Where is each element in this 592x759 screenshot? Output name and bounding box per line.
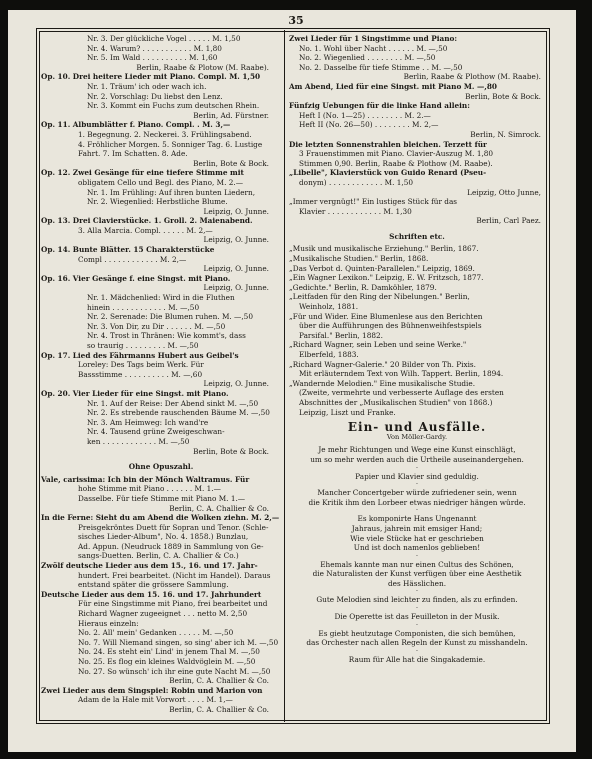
left-line: Nr. 3. Am Heimweg: Ich wand're [87,417,209,427]
left-line: entstand später die grössere Sammlung. [78,580,229,590]
right-column [289,34,545,720]
left-line: Zwölf deutsche Lieder aus dem 15., 16. und 17. Jahr- [41,561,258,571]
left-line: Deutsche Lieder aus dem 15. 16. und 17. Jahrhundert [41,589,262,599]
left-line: hinein . . . . . . . . . . . . M. —,50 [87,302,200,312]
right-line: Parsifal." Berlin, 1882. [299,330,383,340]
right-line: Elberfeld, 1883. [299,350,359,359]
right-line: Weinholz, 1881. [299,302,359,312]
right-line: Leipzig, Otto Junne, [467,187,541,197]
essay-line: Es giebt heutzutage Componisten, die sich bemühen, [318,628,516,638]
right-line: No. 1. Wohl über Nacht . . . . . . M. —,50 [299,43,448,53]
right-line: Zwei Lieder für 1 Singstimme und Piano: [289,34,458,43]
right-line: „Gedichte." Berlin, R. Damköhler, 1879. [289,282,437,292]
left-line: Nr. 2. Wiegenlied: Herbstliche Blume. [87,197,228,207]
essay-line: Und ist doch namenlos geblieben! [353,543,481,553]
left-line: Nr. 3. Der glückliche Vogel . . . . . M. 1,50 [87,34,241,43]
right-line: „Ein Wagner Lexikon." Leipzig, E. W. Fritzsch, 1877. [289,273,484,283]
essay-line: das Orchester nach allen Regeln der Kunst zu misshandeln. [306,638,528,648]
essay-line: die Naturalisten der Kunst verfügen über eine Aesthetik [312,569,522,579]
left-line: No. 25. Es flog ein kleines Waldvöglein M. —,50 [78,657,256,666]
left-line: Zwei Lieder aus dem Singspiel: Robin und Marion von [41,685,263,695]
left-line: Leipzig, O. Junne. [203,379,269,389]
left-line: Op. 12. Zwei Gesänge für eine tiefere Stimme mit [41,168,244,178]
essay-body [289,445,545,664]
right-line: „Immer vergnügt!" Ein lustiges Stück für das [289,197,458,207]
left-line: sangs-Duetten. Berlin, C. A. Challier & Co.) [78,551,239,561]
left-line: 1. Begegnung. 2. Neckerei. 3. Frühlingsabend. [78,129,252,139]
left-line: ken . . . . . . . . . . . . M. —,50 [87,436,190,446]
left-line: Für eine Singstimme mit Piano, frei bearbeitet und [78,599,268,609]
page-number: 35 [288,14,304,27]
left-line: Berlin, C. A. Challier & Co. [169,503,269,513]
essay-line: Die Operette ist das Feuilleton in der Musik. [334,612,500,622]
left-line: Vale, carissima: Ich bin der Mönch Waltramus. Für [41,474,250,484]
left-line: Nr. 1. Im Frühling: Auf ihren bunten Liedern, [87,187,256,197]
ornament-divider: · [415,587,419,596]
left-line: 4. Fröhlicher Morgen. 5. Sonniger Tag. 6. Lustige [78,139,263,149]
left-line: Nr. 2. Vorschlag: Du liebst den Lenz. [87,91,223,101]
left-line: Nr. 1. Mädchenlied: Wird in die Fluthen [87,293,235,303]
left-line: Bassstimme . . . . . . . . . . M. —,60 [78,369,203,379]
left-line: Compl . . . . . . . . . . . . M. 2,— [78,254,187,264]
left-line: Berlin, Bote & Bock. [193,446,269,456]
left-line: Leipzig, O. Junne. [203,235,269,245]
left-line: Op. 20. Vier Lieder für eine Singst. mit Piano. [41,388,229,398]
left-line: Nr. 1. Auf der Reise: Der Abend sinkt M. —,50 [87,398,259,408]
essay-line: Jahraus, jahrein mit emsiger Hand; [351,523,483,533]
right-line: „Libelle", Klavierstück von Guido Renard (Pseu- [289,168,487,178]
left-line: Dasselbe. Für tiefe Stimme mit Piano M. 1.— [78,493,246,503]
left-line: Nr. 2. Es strebende rauschenden Bäume M. —,50 [87,408,270,418]
right-line: Mit erläuterndem Text von Wilh. Tappert. Berlin, 1894. [299,369,504,379]
essay-line: Wie viele Stücke hat er geschrieben [350,533,484,543]
left-line: Hieraus einzeln: [78,618,139,628]
right-line: „Das Verbot d. Quinten-Parallelen." Leipzig, 1869. [289,263,475,273]
left-line: Op. 13. Drei Clavierstücke. 1. Groll. 2. Maienabend. [41,216,253,226]
right-line: No. 2. Wiegenlied . . . . . . . . M. —,50 [299,53,436,63]
left-line: 3. Alla Marcia. Compl. . . . . . M. 2,— [78,225,213,235]
essay-line: um so mehr werden auch die Urtheile auseinandergehen. [310,454,524,464]
essay-line: Je mehr Richtungen und Wege eine Kunst einschlägt, [318,445,516,455]
essay-line: Raum für Alle hat die Singakademie. [348,654,486,664]
right-line: „Für und Wider. Eine Blumenlese aus den Berichten [289,311,483,321]
left-line: sisches Lieder-Album", No. 4. 1858.) Bunzlau, [78,532,249,542]
right-line: donym) . . . . . . . . . . . . M. 1,50 [299,177,413,187]
left-line: Berlin, C. A. Challier & Co. [169,704,269,714]
essay-line: Ehemals kannte man nur einen Cultus des Schönen, [320,559,514,569]
right-line: Am Abend, Lied für eine Singst. mit Piano M. —,80 [289,81,497,91]
left-line: so traurig . . . . . . . . . M. —,50 [87,341,199,350]
right-line: „Richard Wagner-Galerie." 20 Bilder von Th. Pixis. [289,359,476,369]
right-line: Schriften etc. [389,231,445,241]
right-line: „Wandernde Melodien." Eine musikalische Studie. [289,378,476,388]
right-line: „Leitfaden für den Ring der Nibelungen." Berlin, [289,292,470,302]
left-line: Nr. 4. Trost in Thränen: Wie kommt's, dass [87,331,246,341]
essay-line: Es komponirte Hans Ungenannt [357,514,477,524]
left-line: No. 2. All' mein' Gedanken . . . . . M. —,50 [78,628,234,638]
ornament-divider: · [415,506,419,515]
left-line: Fahrt. 7. Im Schatten. 8. Ade. [78,149,188,159]
right-line: „Musik und musikalische Erziehung." Berlin, 1867. [289,244,479,254]
left-line: Ohne Opuszahl. [128,462,194,472]
ornament-divider: · [415,551,419,560]
right-line: „Richard Wagner, sein Leben und seine Werke." [289,340,467,350]
left-line: Nr. 3. Von Dir, zu Dir . . . . . . M. —,50 [87,321,226,331]
left-line: Berlin, C. A. Challier & Co. [169,676,269,686]
left-line: hundert. Frei bearbeitet. (Nicht im Handel). Daraus [78,570,271,580]
right-line: Fünfzig Uebungen für die linke Hand allein: [289,101,470,111]
left-line: Op. 17. Lied des Fährmanns Hubert aus Geibel's [41,350,239,360]
left-line: Nr. 3. Kommt ein Fuchs zum deutschen Rhein. [87,101,260,111]
left-line: Berlin, Ad. Fürstner. [193,110,269,120]
left-line: Nr. 1. Träum' ich oder wach ich. [87,81,207,91]
right-line: Klavier . . . . . . . . . . . . M. 1,30 [299,206,412,216]
left-line: Op. 11. Albumblätter f. Piano. Compl. . M. 3,— [41,120,231,130]
right-line: Berlin, Raabe & Plothow (M. Raabe). [403,72,541,82]
right-line: Leipzig, Liszt und Franke. [299,407,396,417]
left-line: Richard Wagner zugeeignet . . . netto M. 2,50 [78,609,248,619]
left-line: Nr. 4. Tausend grüne Zweigeschwan- [87,427,225,437]
right-line: Stimmen 0,90. Berlin, Raabe & Plothow (M. Raabe). [299,158,493,168]
left-line: Ad. Appun. (Neudruck 1889 in Sammlung von Ge- [78,541,264,551]
right-line: Berlin, Carl Paez. [476,216,541,226]
right-line: „Musikalische Studien." Berlin, 1868. [289,254,429,264]
right-line: (Zweite, vermehrte und verbesserte Auflage des ersten [299,388,504,398]
left-line: No. 27. So wünsch' ich ihr eine gute Nacht M. —,50 [78,666,271,676]
essay-line: Mancher Concertgeber würde zufriedener sein, wenn [317,488,517,498]
right-line: Heft II (No. 26—50) . . . . . . . . M. 2,— [299,120,439,130]
right-line: No. 2. Dasselbe für tiefe Stimme . . M. —,50 [299,62,463,72]
right-line: Die letzten Sonnenstrahlen bleichen. Terzett für [289,139,487,149]
left-line: hohe Stimme mit Piano . . . . . . M. 1.— [78,484,221,494]
left-line: Berlin, Raabe & Plotow (M. Raabe). [136,62,269,72]
left-line: Op. 10. Drei heitere Lieder mit Piano. Compl. M. 1,50 [41,72,261,82]
left-line: Preisgekröntes Duett für Sopran und Tenor. (Schle- [78,522,269,532]
right-line: Berlin, Bote & Bock. [465,91,541,101]
left-column [41,34,281,720]
essay-line: die Kritik ihm den Lorbeer etwas niedriger hängen würde. [308,497,526,507]
ornament-divider: · [415,480,419,489]
left-line: No. 24. Es steht ein' Lind' in jenem Thal M. —,50 [78,647,260,657]
right-line: Heft I (No. 1—25) . . . . . . . . M. 2.— [299,110,431,120]
left-line: No. 7. Will Niemand singen, so sing' aber ich M. —,50 [78,637,279,647]
essay-title: Ein- und Ausfälle. [347,420,487,435]
left-line: In die Ferne: Sieht du am Abend die Wolken ziehn. M. 2,— [41,513,280,523]
left-line: Adam de la Hale mit Vorwort . . . . M. 1,— [78,695,233,705]
left-line: Leipzig, O. Junne. [203,206,269,216]
left-line: Op. 14. Bunte Blätter. 15 Charakterstücke [41,245,215,255]
essay-line: Gute Melodien sind leichter zu finden, als zu erfinden. [316,595,518,605]
right-line: 3 Frauenstimmen mit Piano. Clavier-Auszug M. 1,80 [299,149,494,159]
right-line: über die Aufführungen des Bühnenweihfestspiels [299,321,482,331]
essay-line: Papier und Klavier sind geduldig. [355,471,479,481]
left-line: Op. 16. Vier Gesänge f. eine Singst. mit Piano. [41,273,231,283]
essay-author: Von Möller-Gardy. [386,432,448,441]
left-line: Leipzig, O. Junne. [203,283,269,293]
left-line: obligatem Cello und Begl. des Piano, M. 2.— [78,177,243,187]
column-divider [284,30,285,722]
right-line: Berlin, N. Simrock. [470,129,541,139]
left-line: Berlin, Bote & Bock. [193,158,269,168]
ornament-divider: · [415,646,419,655]
left-line: Loreley: Des Tags beim Werk. Für [78,360,204,370]
essay-line: des Hässlichen. [387,578,447,588]
right-line: Abschnittes der „Musikalischen Studien" von 1868.) [299,397,493,407]
ornament-divider: · [415,604,419,613]
left-line: Nr. 5. Im Wald . . . . . . . . . . M. 1,60 [87,53,218,63]
left-line: Nr. 2. Serenade: Die Blumen ruhen. M. —,50 [87,312,253,322]
left-line: Leipzig, O. Junne. [203,264,269,274]
left-line: Nr. 4. Warum? . . . . . . . . . . . M. 1,80 [87,43,222,53]
ornament-divider: · [415,463,419,472]
ornament-divider: · [415,620,419,629]
catalog-list-right [289,34,545,417]
